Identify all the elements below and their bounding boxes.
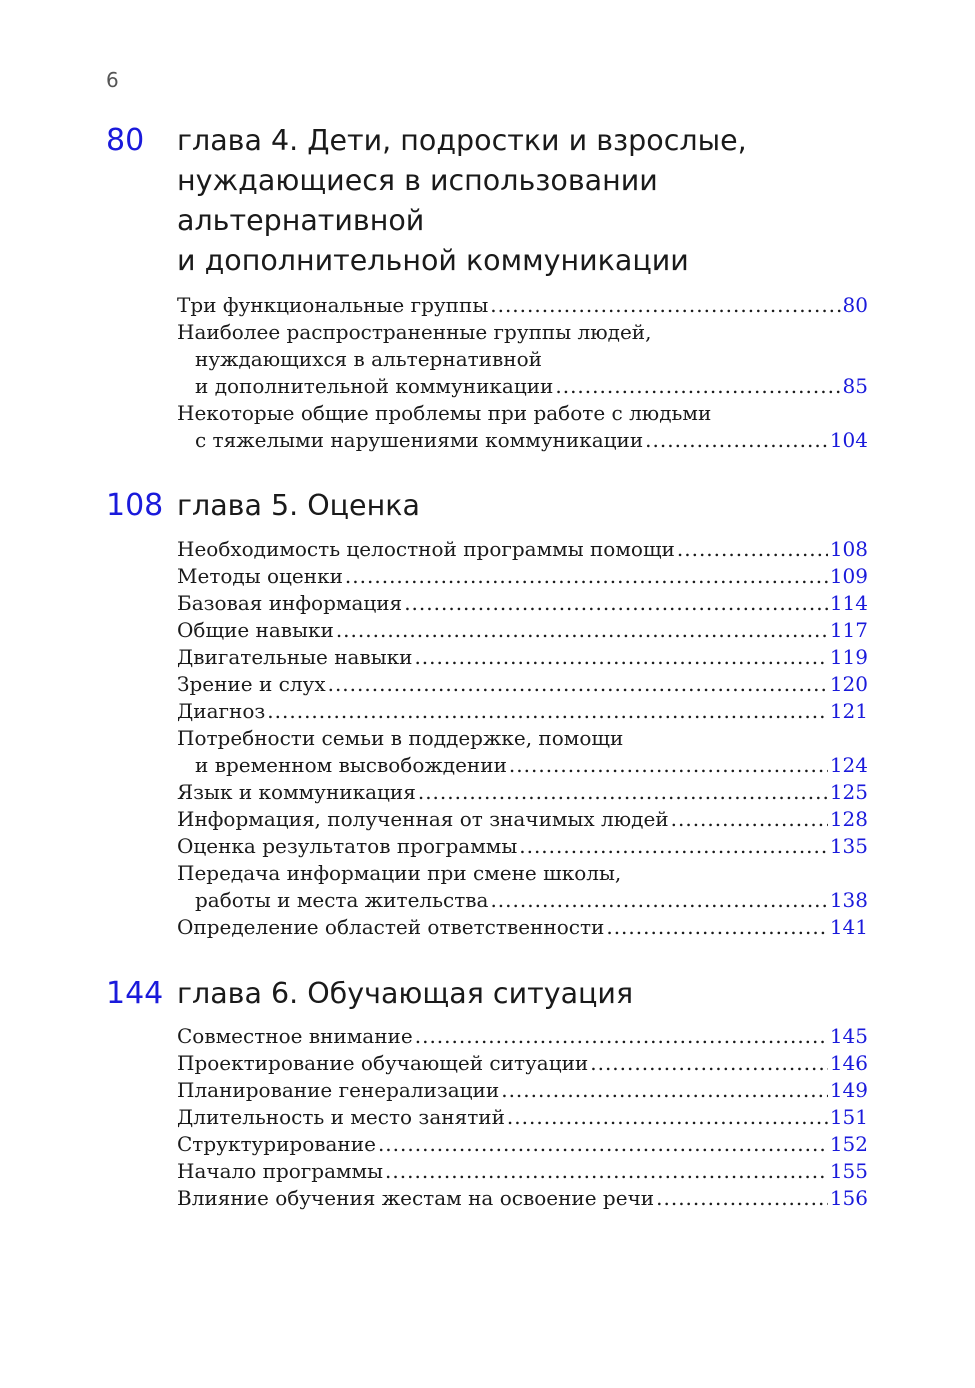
toc-entry[interactable] [177,698,868,725]
toc-entry-text: Диагноз [177,699,266,723]
chapter-title-line: глава 5. Оценка [177,489,420,522]
toc-entry[interactable] [177,833,868,860]
dot-leader [519,833,828,860]
toc-entry-text: Проектирование обучающей ситуации [177,1051,589,1075]
toc-entry-text: и дополнительной коммуникации [195,374,554,398]
dot-leader [345,563,828,590]
toc-entry-page[interactable]: 135 [829,834,868,858]
toc-entry[interactable] [177,563,868,590]
chapter-title [177,486,877,526]
toc-entry-page[interactable]: 155 [829,1159,868,1183]
chapter-title-line: глава 4. Дети, подростки и взрослые, [177,124,747,157]
toc-entry-page[interactable]: 120 [829,672,868,696]
toc-entry-page[interactable]: 138 [829,888,868,912]
dot-leader [645,427,828,454]
dot-leader [404,590,828,617]
toc-entry-page[interactable]: 125 [829,780,868,804]
dot-leader [490,887,827,914]
toc-entry-page[interactable]: 146 [829,1051,868,1075]
chapter-start-page[interactable]: 108 [106,488,164,523]
toc-entry-page[interactable]: 119 [829,645,868,669]
toc-entry-text: Язык и коммуникация [177,780,416,804]
toc-entry-text: Общие навыки [177,618,334,642]
toc-entry-text: Структурирование [177,1132,376,1156]
dot-leader [606,914,827,941]
toc-entry[interactable] [177,914,868,941]
chapter-start-page[interactable]: 80 [106,123,145,158]
dot-leader [336,617,828,644]
toc-list-chapter-5 [177,536,868,941]
toc-entry-page[interactable]: 128 [829,807,868,831]
toc-entry-page[interactable]: 151 [829,1105,868,1129]
dot-leader [677,536,828,563]
toc-entry-text: Длительность и место занятий [177,1105,505,1129]
toc-entry[interactable] [177,617,868,644]
chapter-title-line: альтернативной [177,204,425,237]
toc-entry-page[interactable]: 80 [842,293,868,317]
toc-entry-text: Информация, полученная от значимых людей [177,807,669,831]
toc-entry-text: Наиболее распространенные группы людей, [177,320,652,344]
chapter-title-line: и дополнительной коммуникации [177,244,689,277]
toc-entry-page[interactable]: 121 [829,699,868,723]
dot-leader [490,292,840,319]
dot-leader [415,1023,828,1050]
dot-leader [414,644,827,671]
toc-entry-text: Методы оценки [177,564,343,588]
toc-entry[interactable] [177,779,868,806]
toc-entry-text: нуждающихся в альтернативной [195,347,542,371]
toc-entry[interactable] [177,319,868,400]
toc-entry-page[interactable]: 141 [829,915,868,939]
dot-leader [378,1131,828,1158]
toc-entry-text: Потребности семьи в поддержке, помощи [177,726,624,750]
toc-entry-page[interactable]: 108 [829,537,868,561]
toc-entry[interactable] [177,1104,868,1131]
toc-entry-page[interactable]: 85 [842,374,868,398]
dot-leader [590,1050,828,1077]
toc-entry-text: Три функциональные группы [177,293,489,317]
toc-entry-page[interactable]: 145 [829,1024,868,1048]
dot-leader [501,1077,828,1104]
toc-entry-page[interactable]: 104 [829,428,868,452]
toc-entry[interactable] [177,400,868,454]
toc-entry[interactable] [177,1131,868,1158]
toc-entry[interactable] [177,806,868,833]
toc-entry[interactable] [177,671,868,698]
toc-entry-text: Влияние обучения жестам на освоение речи [177,1186,655,1210]
toc-entry[interactable] [177,536,868,563]
toc-entry-page[interactable]: 124 [829,753,868,777]
toc-entry[interactable] [177,590,868,617]
toc-entry[interactable] [177,1077,868,1104]
dot-leader [509,752,828,779]
chapter-start-page[interactable]: 144 [106,976,164,1011]
toc-entry-page[interactable]: 114 [829,591,868,615]
dot-leader [385,1158,828,1185]
toc-entry-text: Передача информации при смене школы, [177,861,622,885]
toc-entry-text: Оценка результатов программы [177,834,518,858]
toc-entry[interactable] [177,1158,868,1185]
dot-leader [656,1185,828,1212]
toc-list-chapter-6 [177,1023,868,1212]
dot-leader [507,1104,828,1131]
toc-entry-page[interactable]: 109 [829,564,868,588]
toc-entry-text: Зрение и слух [177,672,326,696]
chapter-title [177,974,877,1014]
toc-entry-page[interactable]: 117 [829,618,868,642]
toc-entry[interactable] [177,1050,868,1077]
toc-entry-text: Необходимость целостной программы помощи [177,537,675,561]
toc-entry[interactable] [177,1185,868,1212]
toc-entry-text: Планирование генерализации [177,1078,500,1102]
chapter-title-line: нуждающиеся в использовании [177,164,658,197]
toc-entry[interactable] [177,292,868,319]
toc-entry-text: с тяжелыми нарушениями коммуникации [195,428,644,452]
toc-entry[interactable] [177,1023,868,1050]
toc-entry[interactable] [177,644,868,671]
dot-leader [555,373,840,400]
toc-entry-text: Базовая информация [177,591,403,615]
dot-leader [328,671,828,698]
chapter-title-line: глава 6. Обучающая ситуация [177,977,634,1010]
toc-entry-text: и временном высвобождении [195,753,507,777]
toc-entry[interactable] [177,860,868,914]
toc-entry[interactable] [177,725,868,779]
toc-entry-text: Двигательные навыки [177,645,413,669]
toc-entry-text: Некоторые общие проблемы при работе с людьми [177,401,712,425]
toc-entry-page[interactable]: 152 [829,1132,868,1156]
dot-leader [671,806,828,833]
dot-leader [418,779,828,806]
toc-entry-text: Совместное внимание [177,1024,413,1048]
dot-leader [267,698,828,725]
toc-entry-page[interactable]: 156 [829,1186,868,1210]
toc-entry-text: Начало программы [177,1159,384,1183]
toc-entry-text: работы и места жительства [195,888,489,912]
toc-entry-text: Определение областей ответственности [177,915,605,939]
toc-list-chapter-4 [177,292,868,454]
chapter-title [177,121,877,281]
page-number: 6 [106,68,119,92]
toc-entry-page[interactable]: 149 [829,1078,868,1102]
